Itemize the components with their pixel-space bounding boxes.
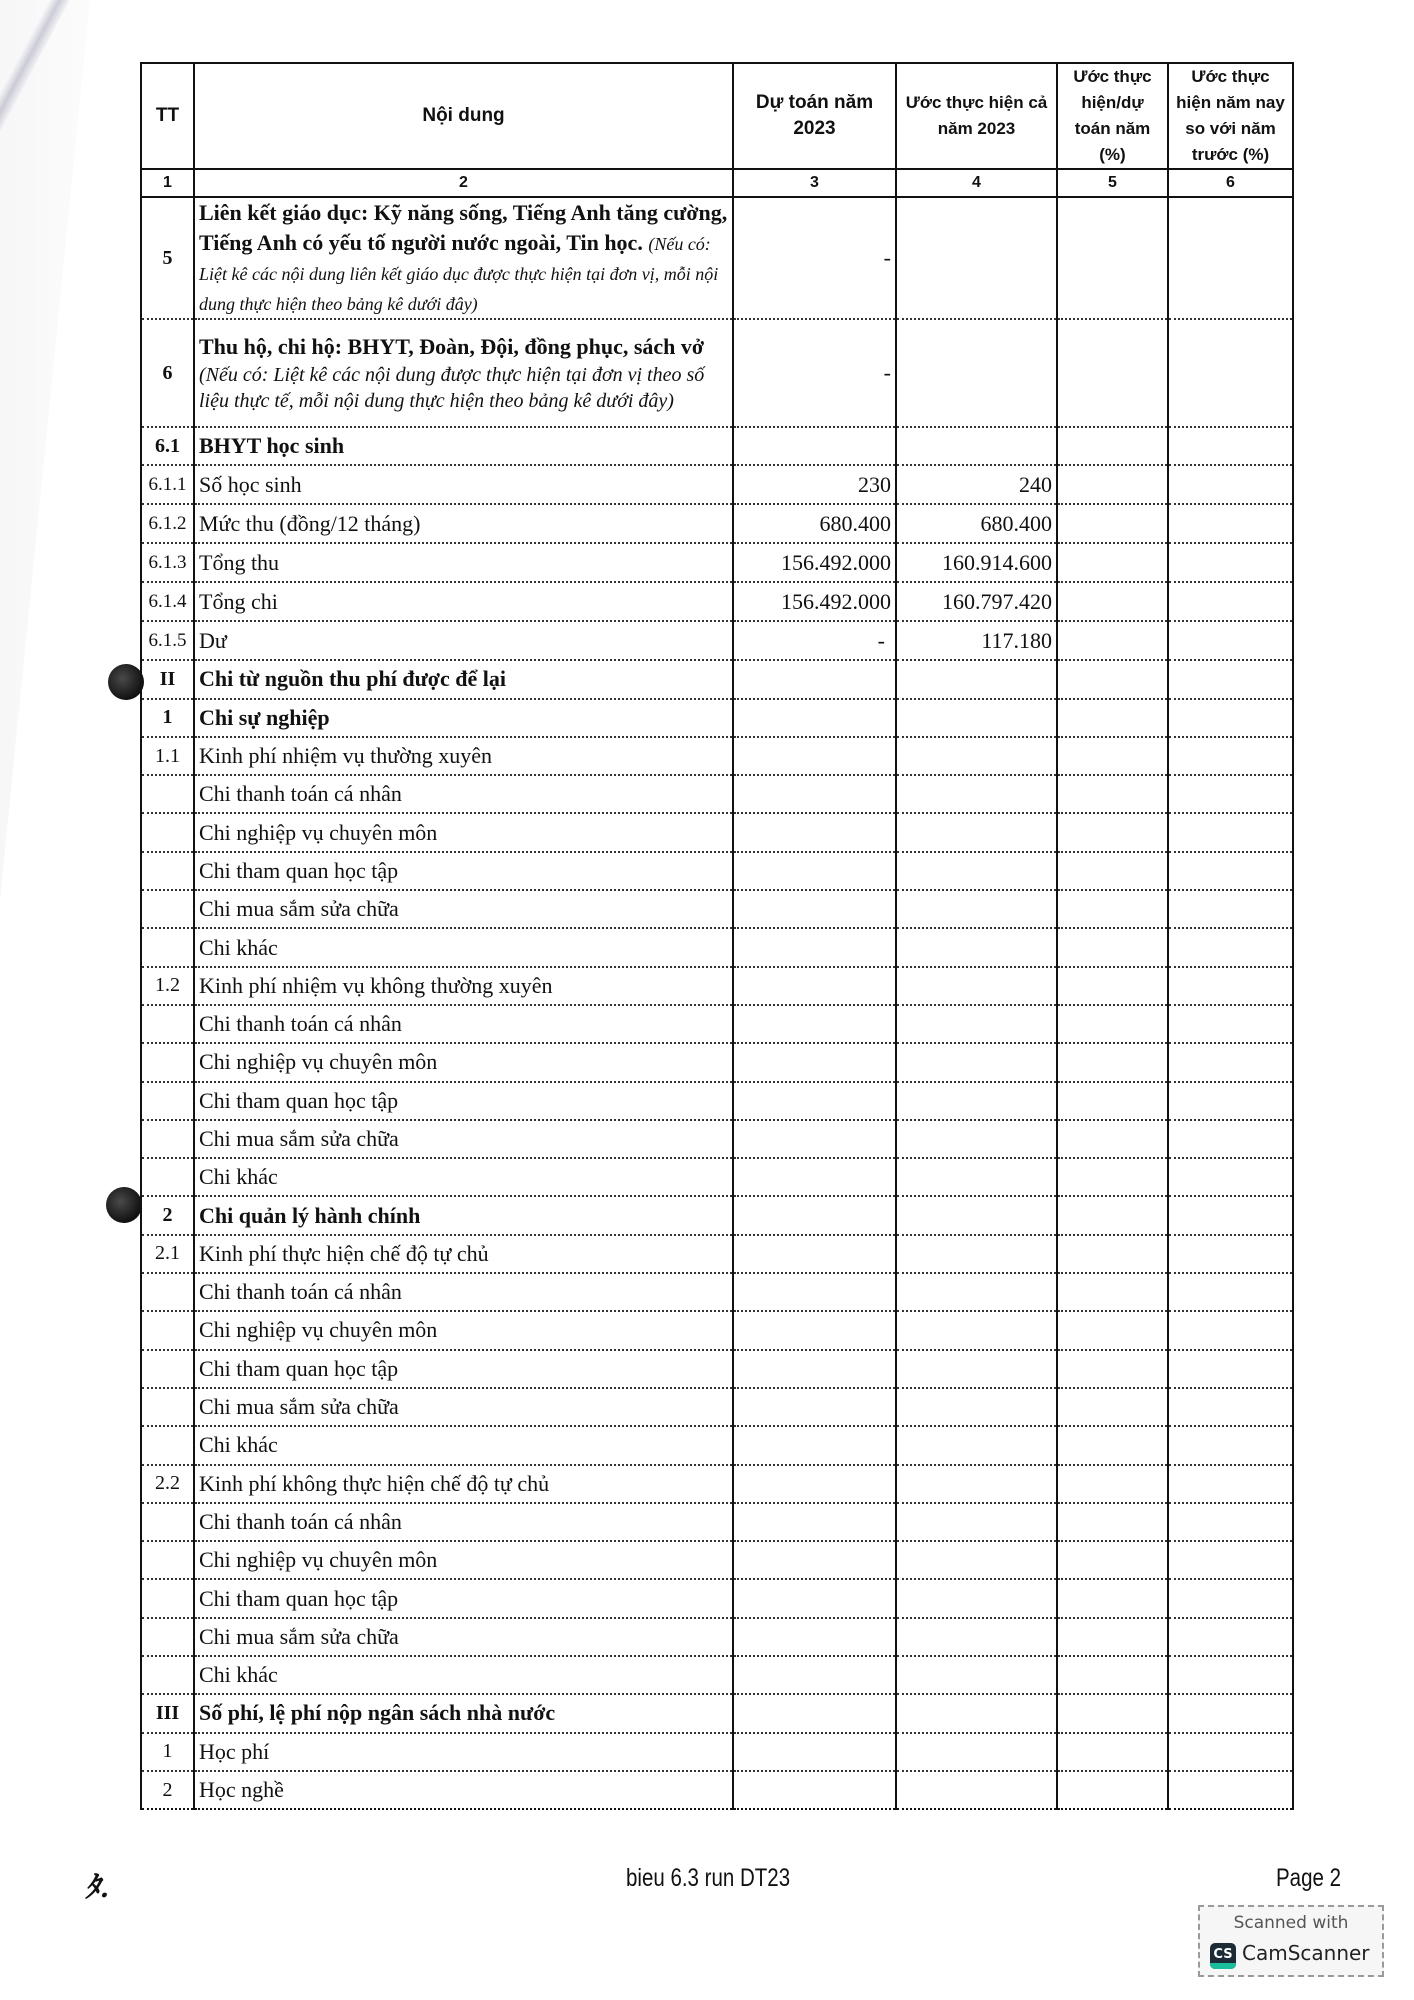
cell-pct-du-toan	[1057, 737, 1168, 775]
cell-du-toan	[733, 1082, 896, 1120]
cell-du-toan	[733, 699, 896, 737]
row-tt: 6.1.1	[141, 465, 194, 504]
cell-uoc-thuc-hien	[896, 1465, 1057, 1503]
cell-pct-du-toan	[1057, 621, 1168, 660]
cell-pct-du-toan	[1057, 890, 1168, 928]
table-row	[141, 1426, 1293, 1464]
cell-pct-du-toan	[1057, 967, 1168, 1005]
row-title: Thu hộ, chi hộ: BHYT, Đoàn, Đội, đồng phục, sách vở	[199, 334, 705, 359]
cell-uoc-thuc-hien	[896, 319, 1057, 427]
cell-pct-nam-truoc	[1168, 1120, 1293, 1158]
row-label: Kinh phí thực hiện chế độ tự chủ	[194, 1235, 733, 1273]
punch-hole-mark	[108, 664, 144, 700]
cell-uoc-thuc-hien	[896, 1733, 1057, 1771]
cell-pct-du-toan	[1057, 504, 1168, 543]
row-tt: 2.1	[141, 1235, 194, 1273]
header-tt: TT	[141, 63, 194, 169]
cell-du-toan	[733, 427, 896, 465]
row-tt	[141, 1656, 194, 1694]
table-row	[141, 465, 1293, 504]
cell-pct-nam-truoc	[1168, 852, 1293, 890]
table-row	[141, 1273, 1293, 1311]
cell-pct-du-toan	[1057, 1158, 1168, 1196]
row-tt	[141, 1043, 194, 1081]
cell-pct-nam-truoc	[1168, 1503, 1293, 1541]
budget-table	[140, 62, 1294, 1810]
row-label: Chi thanh toán cá nhân	[194, 1273, 733, 1311]
table-row	[141, 1656, 1293, 1694]
cell-pct-nam-truoc	[1168, 543, 1293, 582]
cell-du-toan	[733, 1235, 896, 1273]
cell-uoc-thuc-hien	[896, 1043, 1057, 1081]
cell-pct-du-toan	[1057, 1311, 1168, 1349]
cell-pct-du-toan	[1057, 1733, 1168, 1771]
cell-pct-nam-truoc	[1168, 1771, 1293, 1809]
table-row	[141, 852, 1293, 890]
cell-du-toan: -	[733, 319, 896, 427]
cell-pct-nam-truoc	[1168, 737, 1293, 775]
table-row	[141, 621, 1293, 660]
row-tt: 6.1.5	[141, 621, 194, 660]
cell-pct-nam-truoc	[1168, 504, 1293, 543]
row-label: Kinh phí nhiệm vụ không thường xuyên	[194, 967, 733, 1005]
cell-du-toan	[733, 1618, 896, 1656]
table-row	[141, 582, 1293, 621]
row-label: Tổng thu	[194, 543, 733, 582]
cell-du-toan: 156.492.000	[733, 582, 896, 621]
cell-uoc-thuc-hien: 680.400	[896, 504, 1057, 543]
cell-uoc-thuc-hien	[896, 737, 1057, 775]
cell-uoc-thuc-hien	[896, 427, 1057, 465]
row-label: Chi khác	[194, 1426, 733, 1464]
cell-du-toan	[733, 660, 896, 698]
row-label: Chi từ nguồn thu phí được để lại	[194, 660, 733, 698]
row-tt	[141, 813, 194, 851]
cell-pct-nam-truoc	[1168, 1694, 1293, 1732]
cell-pct-nam-truoc	[1168, 582, 1293, 621]
cell-pct-nam-truoc	[1168, 1005, 1293, 1043]
cell-pct-nam-truoc	[1168, 1656, 1293, 1694]
cell-pct-du-toan	[1057, 813, 1168, 851]
cell-pct-du-toan	[1057, 1235, 1168, 1273]
row-label: Chi mua sắm sửa chữa	[194, 1120, 733, 1158]
cell-pct-nam-truoc	[1168, 928, 1293, 966]
cell-pct-du-toan	[1057, 928, 1168, 966]
row-tt	[141, 928, 194, 966]
cell-pct-du-toan	[1057, 1541, 1168, 1579]
table-row	[141, 928, 1293, 966]
cell-uoc-thuc-hien	[896, 197, 1057, 319]
header-pct-nam-truoc: Ước thực hiện năm nay so với năm trước (%)	[1168, 63, 1293, 169]
table-row	[141, 1618, 1293, 1656]
cell-uoc-thuc-hien	[896, 1120, 1057, 1158]
cell-pct-du-toan	[1057, 197, 1168, 319]
cell-pct-nam-truoc	[1168, 1235, 1293, 1273]
cell-uoc-thuc-hien	[896, 852, 1057, 890]
table-row	[141, 1388, 1293, 1426]
row-label: Chi sự nghiệp	[194, 699, 733, 737]
row-tt: 6	[141, 319, 194, 427]
cell-uoc-thuc-hien	[896, 1694, 1057, 1732]
table-row	[141, 1043, 1293, 1081]
table-row	[141, 1005, 1293, 1043]
cell-uoc-thuc-hien	[896, 1082, 1057, 1120]
row-tt: 6.1	[141, 427, 194, 465]
header-noi-dung: Nội dung	[194, 63, 733, 169]
cell-uoc-thuc-hien	[896, 660, 1057, 698]
cell-uoc-thuc-hien	[896, 1273, 1057, 1311]
table-row	[141, 427, 1293, 465]
row-note: (Nếu có: Liệt kê các nội dung được thực hiện tại đơn vị theo số liệu thực tế, mỗi nội dung thực hiện theo bảng kê dưới đây)	[199, 364, 705, 412]
cell-pct-nam-truoc	[1168, 1618, 1293, 1656]
cell-uoc-thuc-hien	[896, 1311, 1057, 1349]
cell-pct-du-toan	[1057, 1503, 1168, 1541]
cell-pct-nam-truoc	[1168, 813, 1293, 851]
cell-du-toan: 680.400	[733, 504, 896, 543]
cell-pct-nam-truoc	[1168, 1426, 1293, 1464]
cell-du-toan	[733, 1465, 896, 1503]
row-label: Chi quản lý hành chính	[194, 1196, 733, 1234]
row-tt	[141, 1541, 194, 1579]
row-label: Chi thanh toán cá nhân	[194, 1503, 733, 1541]
camscanner-logo-icon: CS	[1210, 1943, 1236, 1969]
cell-du-toan: 156.492.000	[733, 543, 896, 582]
watermark-brand: CamScanner	[1242, 1941, 1370, 1965]
row-tt	[141, 890, 194, 928]
cell-du-toan	[733, 1771, 896, 1809]
row-label: Mức thu (đồng/12 tháng)	[194, 504, 733, 543]
row-label: Số học sinh	[194, 465, 733, 504]
cell-du-toan	[733, 775, 896, 813]
cell-uoc-thuc-hien: 117.180	[896, 621, 1057, 660]
cell-pct-nam-truoc	[1168, 1541, 1293, 1579]
row-tt	[141, 1158, 194, 1196]
cell-uoc-thuc-hien	[896, 1350, 1057, 1388]
table-row	[141, 660, 1293, 698]
cell-pct-nam-truoc	[1168, 1196, 1293, 1234]
row-tt: 1.2	[141, 967, 194, 1005]
cell-du-toan	[733, 1541, 896, 1579]
row-tt: 6.1.4	[141, 582, 194, 621]
table-row	[141, 1541, 1293, 1579]
table-row	[141, 504, 1293, 543]
row-tt	[141, 1350, 194, 1388]
cell-pct-nam-truoc	[1168, 775, 1293, 813]
row-tt	[141, 852, 194, 890]
cell-pct-nam-truoc	[1168, 197, 1293, 319]
cell-pct-nam-truoc	[1168, 1388, 1293, 1426]
cell-uoc-thuc-hien	[896, 1541, 1057, 1579]
cell-pct-du-toan	[1057, 1082, 1168, 1120]
cell-uoc-thuc-hien	[896, 1158, 1057, 1196]
cell-pct-nam-truoc	[1168, 967, 1293, 1005]
header-uoc-thuc-hien: Ước thực hiện cả năm 2023	[896, 63, 1057, 169]
row-label: Kinh phí nhiệm vụ thường xuyên	[194, 737, 733, 775]
cell-uoc-thuc-hien	[896, 1503, 1057, 1541]
cell-pct-du-toan	[1057, 465, 1168, 504]
cell-uoc-thuc-hien: 160.797.420	[896, 582, 1057, 621]
row-tt	[141, 1579, 194, 1617]
row-label: Chi nghiệp vụ chuyên môn	[194, 813, 733, 851]
row-label: Chi mua sắm sửa chữa	[194, 890, 733, 928]
cell-uoc-thuc-hien	[896, 1426, 1057, 1464]
cell-pct-nam-truoc	[1168, 319, 1293, 427]
row-label: Chi tham quan học tập	[194, 1082, 733, 1120]
cell-pct-du-toan	[1057, 1771, 1168, 1809]
cell-pct-du-toan	[1057, 1618, 1168, 1656]
row-label: Chi khác	[194, 1158, 733, 1196]
row-label: Chi khác	[194, 1656, 733, 1694]
cell-uoc-thuc-hien	[896, 1005, 1057, 1043]
cell-uoc-thuc-hien	[896, 1579, 1057, 1617]
cell-du-toan	[733, 1158, 896, 1196]
cell-pct-du-toan	[1057, 1465, 1168, 1503]
table-header-row	[141, 63, 1293, 169]
table-row	[141, 1503, 1293, 1541]
row-label: Học nghề	[194, 1771, 733, 1809]
cell-du-toan	[733, 737, 896, 775]
cell-uoc-thuc-hien	[896, 775, 1057, 813]
row-label: BHYT học sinh	[194, 427, 733, 465]
cell-pct-du-toan	[1057, 699, 1168, 737]
cell-du-toan	[733, 1043, 896, 1081]
row-tt	[141, 1426, 194, 1464]
row-note: (Nếu có: Liệt kê các nội dung liên kết giáo dục được thực hiện tại đơn vị, mỗi nội dung thực hiện theo bảng kê dưới đây)	[199, 234, 719, 314]
row-label: Chi mua sắm sửa chữa	[194, 1388, 733, 1426]
row-tt: 2	[141, 1771, 194, 1809]
cell-pct-du-toan	[1057, 660, 1168, 698]
column-number-row	[141, 169, 1293, 197]
row-tt	[141, 1503, 194, 1541]
cell-du-toan	[733, 1579, 896, 1617]
row-tt: 2	[141, 1196, 194, 1234]
cell-pct-du-toan	[1057, 427, 1168, 465]
row-content	[194, 319, 733, 427]
column-number: 6	[1168, 169, 1293, 197]
row-tt: 6.1.3	[141, 543, 194, 582]
cell-pct-du-toan	[1057, 1273, 1168, 1311]
cell-uoc-thuc-hien	[896, 1656, 1057, 1694]
cell-du-toan	[733, 1350, 896, 1388]
cell-du-toan	[733, 1733, 896, 1771]
row-tt: 5	[141, 197, 194, 319]
cell-du-toan	[733, 967, 896, 1005]
cell-pct-du-toan	[1057, 1656, 1168, 1694]
table-row	[141, 1771, 1293, 1809]
cell-du-toan	[733, 1503, 896, 1541]
header-pct-du-toan: Ước thực hiện/dự toán năm (%)	[1057, 63, 1168, 169]
cell-uoc-thuc-hien	[896, 890, 1057, 928]
row-tt: 2.2	[141, 1465, 194, 1503]
row-tt	[141, 1082, 194, 1120]
cell-du-toan	[733, 928, 896, 966]
table-row	[141, 775, 1293, 813]
header-du-toan: Dự toán năm 2023	[733, 63, 896, 169]
cell-pct-nam-truoc	[1168, 1465, 1293, 1503]
footer-document-name: bieu 6.3 run DT23	[626, 1864, 791, 1892]
cell-uoc-thuc-hien	[896, 928, 1057, 966]
row-label: Kinh phí không thực hiện chế độ tự chủ	[194, 1465, 733, 1503]
cell-pct-du-toan	[1057, 543, 1168, 582]
cell-pct-nam-truoc	[1168, 1082, 1293, 1120]
cell-pct-du-toan	[1057, 852, 1168, 890]
cell-uoc-thuc-hien	[896, 1388, 1057, 1426]
cell-uoc-thuc-hien	[896, 1618, 1057, 1656]
table-row	[141, 699, 1293, 737]
table-row	[141, 1579, 1293, 1617]
table-row	[141, 1350, 1293, 1388]
row-label: Chi tham quan học tập	[194, 1350, 733, 1388]
cell-uoc-thuc-hien	[896, 1771, 1057, 1809]
cell-pct-du-toan	[1057, 1694, 1168, 1732]
column-number: 2	[194, 169, 733, 197]
table-row	[141, 1196, 1293, 1234]
table-row	[141, 319, 1293, 427]
row-label: Tổng chi	[194, 582, 733, 621]
cell-pct-du-toan	[1057, 1426, 1168, 1464]
row-tt	[141, 1618, 194, 1656]
cell-pct-nam-truoc	[1168, 890, 1293, 928]
cell-du-toan: -	[733, 197, 896, 319]
cell-pct-du-toan	[1057, 1120, 1168, 1158]
table-row	[141, 1733, 1293, 1771]
cell-du-toan: -	[733, 621, 896, 660]
cell-pct-nam-truoc	[1168, 465, 1293, 504]
row-tt	[141, 775, 194, 813]
cell-uoc-thuc-hien	[896, 1235, 1057, 1273]
row-label: Số phí, lệ phí nộp ngân sách nhà nước	[194, 1694, 733, 1732]
column-number: 5	[1057, 169, 1168, 197]
cell-du-toan: 230	[733, 465, 896, 504]
row-label: Học phí	[194, 1733, 733, 1771]
row-label: Chi nghiệp vụ chuyên môn	[194, 1043, 733, 1081]
cell-pct-du-toan	[1057, 582, 1168, 621]
cell-pct-nam-truoc	[1168, 1350, 1293, 1388]
table-row	[141, 1158, 1293, 1196]
row-label: Dư	[194, 621, 733, 660]
punch-hole-mark	[106, 1187, 142, 1223]
row-tt	[141, 1120, 194, 1158]
cell-pct-du-toan	[1057, 1005, 1168, 1043]
table-row	[141, 1311, 1293, 1349]
cell-pct-nam-truoc	[1168, 1273, 1293, 1311]
cell-du-toan	[733, 890, 896, 928]
row-label: Chi tham quan học tập	[194, 852, 733, 890]
cell-uoc-thuc-hien: 160.914.600	[896, 543, 1057, 582]
cell-pct-du-toan	[1057, 1579, 1168, 1617]
cell-uoc-thuc-hien	[896, 967, 1057, 1005]
cell-du-toan	[733, 1005, 896, 1043]
cell-pct-nam-truoc	[1168, 1733, 1293, 1771]
cell-du-toan	[733, 1656, 896, 1694]
row-tt: III	[141, 1694, 194, 1732]
table-row	[141, 813, 1293, 851]
cell-pct-du-toan	[1057, 1043, 1168, 1081]
row-tt: 1.1	[141, 737, 194, 775]
row-label: Chi nghiệp vụ chuyên môn	[194, 1541, 733, 1579]
cell-pct-nam-truoc	[1168, 1158, 1293, 1196]
column-number: 3	[733, 169, 896, 197]
cell-pct-nam-truoc	[1168, 427, 1293, 465]
cell-pct-nam-truoc	[1168, 1311, 1293, 1349]
column-number: 4	[896, 169, 1057, 197]
cell-du-toan	[733, 813, 896, 851]
cell-uoc-thuc-hien	[896, 1196, 1057, 1234]
cell-uoc-thuc-hien	[896, 813, 1057, 851]
handwritten-mark: ﾀ.	[83, 1871, 114, 1904]
table-row	[141, 197, 1293, 319]
row-label: Chi mua sắm sửa chữa	[194, 1618, 733, 1656]
cell-pct-du-toan	[1057, 1388, 1168, 1426]
row-tt	[141, 1005, 194, 1043]
camscanner-watermark	[1198, 1905, 1384, 1977]
cell-pct-nam-truoc	[1168, 621, 1293, 660]
cell-pct-nam-truoc	[1168, 1579, 1293, 1617]
cell-pct-du-toan	[1057, 319, 1168, 427]
table-row	[141, 967, 1293, 1005]
row-tt	[141, 1311, 194, 1349]
cell-pct-du-toan	[1057, 1196, 1168, 1234]
cell-du-toan	[733, 852, 896, 890]
table-row	[141, 737, 1293, 775]
cell-du-toan	[733, 1120, 896, 1158]
column-number: 1	[141, 169, 194, 197]
table-row	[141, 543, 1293, 582]
cell-pct-nam-truoc	[1168, 699, 1293, 737]
row-title: Liên kết giáo dục: Kỹ năng sống, Tiếng Anh tăng cường, Tiếng Anh có yếu tố người nước ngoài, Tin học.	[199, 200, 728, 255]
row-tt: 1	[141, 699, 194, 737]
row-label: Chi thanh toán cá nhân	[194, 775, 733, 813]
watermark-caption: Scanned with	[1233, 1913, 1349, 1933]
cell-du-toan	[733, 1388, 896, 1426]
table-row	[141, 1082, 1293, 1120]
row-label: Chi khác	[194, 928, 733, 966]
row-tt	[141, 1388, 194, 1426]
row-label: Chi nghiệp vụ chuyên môn	[194, 1311, 733, 1349]
row-label: Chi tham quan học tập	[194, 1579, 733, 1617]
cell-pct-du-toan	[1057, 775, 1168, 813]
cell-du-toan	[733, 1196, 896, 1234]
cell-uoc-thuc-hien	[896, 699, 1057, 737]
scan-fold-shadow	[0, 0, 150, 900]
row-tt: II	[141, 660, 194, 698]
cell-du-toan	[733, 1694, 896, 1732]
page-number: Page 2	[1276, 1864, 1341, 1892]
row-tt: 1	[141, 1733, 194, 1771]
table-row	[141, 1120, 1293, 1158]
cell-du-toan	[733, 1311, 896, 1349]
table-row	[141, 1235, 1293, 1273]
cell-du-toan	[733, 1273, 896, 1311]
table-row	[141, 1694, 1293, 1732]
cell-uoc-thuc-hien: 240	[896, 465, 1057, 504]
cell-pct-nam-truoc	[1168, 1043, 1293, 1081]
row-tt: 6.1.2	[141, 504, 194, 543]
row-tt	[141, 1273, 194, 1311]
cell-du-toan	[733, 1426, 896, 1464]
row-label: Chi thanh toán cá nhân	[194, 1005, 733, 1043]
table-row	[141, 1465, 1293, 1503]
cell-pct-du-toan	[1057, 1350, 1168, 1388]
cell-pct-nam-truoc	[1168, 660, 1293, 698]
table-row	[141, 890, 1293, 928]
row-content	[194, 197, 733, 319]
